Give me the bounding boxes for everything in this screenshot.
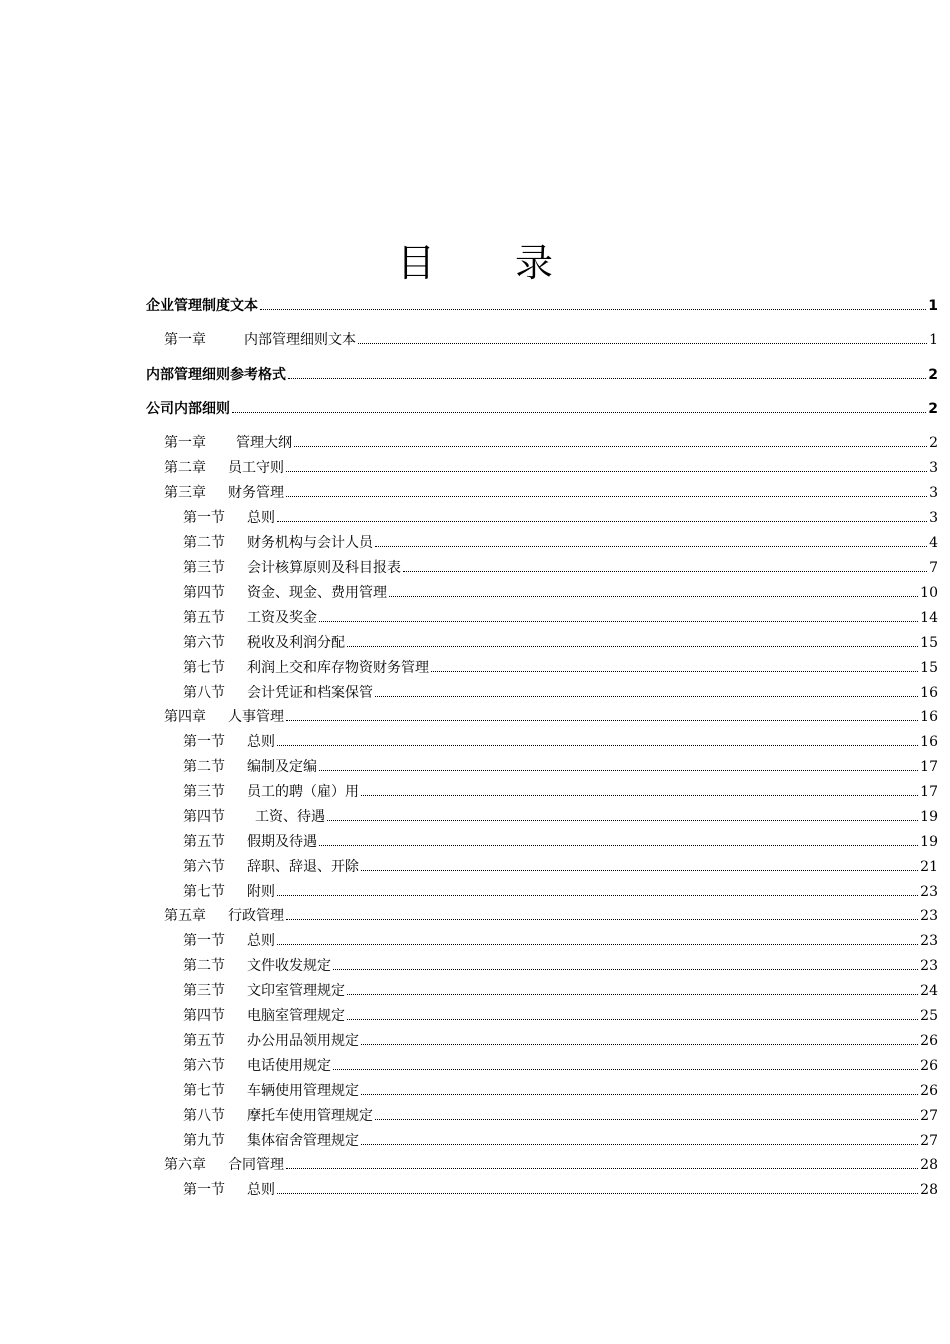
toc-entry-label: 附则	[247, 884, 275, 900]
toc-entry-label: 文印室管理规定	[247, 983, 345, 999]
toc-entry-label: 文件收发规定	[247, 958, 331, 974]
toc-page-number: 24	[920, 983, 938, 999]
dot-leader	[389, 595, 918, 597]
dot-leader	[277, 744, 918, 746]
dot-leader	[347, 1018, 918, 1020]
section-number: 第一节	[183, 510, 225, 526]
toc-page-number: 27	[920, 1108, 938, 1124]
dot-leader	[232, 411, 926, 413]
toc-page-number: 2	[928, 401, 938, 417]
dot-leader	[361, 794, 918, 796]
toc-entry[interactable]	[183, 831, 938, 853]
section-number: 第二节	[183, 958, 225, 974]
toc-entry[interactable]	[183, 881, 938, 903]
toc-entry-label: 总则	[247, 734, 275, 750]
toc-entry-label: 企业管理制度文本	[146, 298, 258, 314]
toc-entry-label: 财务机构与会计人员	[247, 535, 373, 551]
toc-page-number: 23	[920, 908, 938, 924]
toc-entry[interactable]	[183, 806, 938, 828]
toc-entry-label: 摩托车使用管理规定	[247, 1108, 373, 1124]
chapter-number: 第二章	[164, 460, 206, 476]
toc-entry-label: 财务管理	[228, 485, 284, 501]
section-number: 第八节	[183, 685, 225, 701]
section-number: 第七节	[183, 660, 225, 676]
toc-entry-label: 人事管理	[228, 709, 284, 725]
section-number: 第八节	[183, 1108, 225, 1124]
toc-entry[interactable]	[183, 955, 938, 977]
dot-leader	[286, 470, 927, 472]
toc-entry-label: 集体宿舍管理规定	[247, 1133, 359, 1149]
toc-entry-label: 电脑室管理规定	[247, 1008, 345, 1024]
toc-entry-label: 总则	[247, 933, 275, 949]
toc-page-number: 28	[920, 1157, 938, 1173]
section-number: 第二节	[183, 759, 225, 775]
section-number: 第五节	[183, 610, 225, 626]
toc-page-number: 25	[920, 1008, 938, 1024]
toc-page-number: 14	[920, 610, 938, 626]
toc-entry[interactable]	[183, 781, 938, 803]
toc-entry[interactable]	[164, 457, 938, 479]
dot-leader	[294, 445, 927, 447]
dot-leader	[319, 844, 918, 846]
section-number: 第一节	[183, 734, 225, 750]
toc-entry-label: 车辆使用管理规定	[247, 1083, 359, 1099]
toc-entry-label: 假期及待遇	[247, 834, 317, 850]
toc-entry[interactable]	[164, 706, 938, 728]
toc-page-number: 26	[920, 1033, 938, 1049]
dot-leader	[347, 993, 918, 995]
toc-entry[interactable]	[183, 1105, 938, 1127]
toc-page-number: 23	[920, 884, 938, 900]
toc-entry[interactable]	[164, 482, 938, 504]
dot-leader	[260, 308, 926, 310]
toc-entry-label: 会计核算原则及科目报表	[247, 560, 401, 576]
toc-page-number: 1	[928, 298, 938, 314]
toc-entry[interactable]	[146, 295, 938, 317]
toc-entry-label: 电话使用规定	[247, 1058, 331, 1074]
dot-leader	[286, 719, 918, 721]
dot-leader	[327, 819, 918, 821]
toc-entry-label: 内部管理细则参考格式	[146, 367, 286, 383]
toc-entry[interactable]	[183, 1179, 938, 1201]
chapter-number: 第一章	[164, 435, 206, 451]
section-number: 第六节	[183, 635, 225, 651]
toc-page-number: 7	[929, 560, 938, 576]
dot-leader	[361, 869, 918, 871]
toc-page-number: 2	[929, 435, 938, 451]
toc-entry[interactable]	[183, 682, 938, 704]
toc-page-number: 16	[920, 734, 938, 750]
section-number: 第一节	[183, 1182, 225, 1198]
dot-leader	[288, 377, 926, 379]
toc-entry-label: 员工守则	[228, 460, 284, 476]
toc-entry-label: 工资及奖金	[247, 610, 317, 626]
dot-leader	[361, 1043, 918, 1045]
toc-page-number: 17	[920, 784, 938, 800]
toc-page-number: 28	[920, 1182, 938, 1198]
dot-leader	[361, 1093, 918, 1095]
toc-entry-label: 总则	[247, 1182, 275, 1198]
section-number: 第五节	[183, 834, 225, 850]
dot-leader	[361, 1143, 918, 1145]
toc-entry[interactable]	[183, 582, 938, 604]
section-number: 第三节	[183, 560, 225, 576]
toc-page-number: 10	[920, 585, 938, 601]
dot-leader	[375, 545, 927, 547]
toc-entry-label: 总则	[247, 510, 275, 526]
toc-entry[interactable]	[183, 1080, 938, 1102]
dot-leader	[347, 645, 918, 647]
toc-entry-label: 员工的聘（雇）用	[247, 784, 359, 800]
section-number: 第五节	[183, 1033, 225, 1049]
toc-entry[interactable]	[183, 1130, 938, 1152]
toc-page-number: 3	[929, 460, 938, 476]
toc-page-number: 16	[920, 685, 938, 701]
toc-entry-label: 编制及定编	[247, 759, 317, 775]
toc-entry[interactable]	[183, 756, 938, 778]
dot-leader	[277, 943, 918, 945]
section-number: 第二节	[183, 535, 225, 551]
dot-leader	[277, 1192, 918, 1194]
section-number: 第七节	[183, 884, 225, 900]
dot-leader	[358, 342, 927, 344]
toc-entry[interactable]	[164, 1154, 938, 1176]
toc-page-number: 27	[920, 1133, 938, 1149]
toc-page-number: 19	[920, 834, 938, 850]
dot-leader	[333, 968, 918, 970]
dot-leader	[333, 1068, 918, 1070]
dot-leader	[286, 495, 927, 497]
toc-page-number: 19	[920, 809, 938, 825]
toc-entry-label: 管理大纲	[236, 435, 292, 451]
section-number: 第六节	[183, 1058, 225, 1074]
toc-entry[interactable]	[183, 1030, 938, 1052]
toc-entry[interactable]	[183, 657, 938, 679]
toc-entry[interactable]	[164, 905, 938, 927]
toc-page-number: 1	[929, 332, 938, 348]
section-number: 第七节	[183, 1083, 225, 1099]
dot-leader	[319, 769, 918, 771]
toc-entry-label: 办公用品领用规定	[247, 1033, 359, 1049]
toc-entry-label: 利润上交和库存物资财务管理	[247, 660, 429, 676]
toc-entry-label: 合同管理	[228, 1157, 284, 1173]
toc-entry[interactable]	[183, 731, 938, 753]
dot-leader	[277, 894, 918, 896]
toc-page-number: 17	[920, 759, 938, 775]
dot-leader	[319, 620, 918, 622]
toc-page-number: 26	[920, 1058, 938, 1074]
dot-leader	[286, 1167, 918, 1169]
section-number: 第三节	[183, 784, 225, 800]
section-number: 第九节	[183, 1133, 225, 1149]
toc-entry[interactable]	[183, 607, 938, 629]
toc-page-number: 3	[929, 485, 938, 501]
dot-leader	[403, 570, 927, 572]
dot-leader	[431, 670, 918, 672]
toc-entry[interactable]	[146, 398, 938, 420]
toc-entry[interactable]	[183, 1005, 938, 1027]
chapter-number: 第三章	[164, 485, 206, 501]
section-number: 第六节	[183, 859, 225, 875]
toc-entry-label: 行政管理	[228, 908, 284, 924]
toc-entry[interactable]	[183, 532, 938, 554]
toc-page-number: 15	[920, 660, 938, 676]
toc-entry-label: 内部管理细则文本	[244, 332, 356, 348]
toc-entry-label: 公司内部细则	[146, 401, 230, 417]
toc-entry[interactable]	[183, 856, 938, 878]
toc-page-number: 16	[920, 709, 938, 725]
toc-page-number: 4	[929, 535, 938, 551]
chapter-number: 第六章	[164, 1157, 206, 1173]
dot-leader	[375, 695, 918, 697]
toc-page-number: 26	[920, 1083, 938, 1099]
chapter-number: 第一章	[164, 332, 206, 348]
toc-entry[interactable]	[183, 632, 938, 654]
toc-entry-label: 辞职、辞退、开除	[247, 859, 359, 875]
toc-entry-label: 会计凭证和档案保管	[247, 685, 373, 701]
section-number: 第四节	[183, 585, 225, 601]
section-number: 第一节	[183, 933, 225, 949]
dot-leader	[375, 1118, 918, 1120]
toc-title: 目 录	[396, 241, 588, 285]
section-number: 第三节	[183, 983, 225, 999]
dot-leader	[277, 520, 927, 522]
toc-entry-label: 资金、现金、费用管理	[247, 585, 387, 601]
chapter-number: 第五章	[164, 908, 206, 924]
toc-entry[interactable]	[183, 557, 938, 579]
toc-entry[interactable]	[164, 329, 938, 351]
toc-page-number: 15	[920, 635, 938, 651]
toc-entry[interactable]	[146, 364, 938, 386]
toc-entry[interactable]	[164, 432, 938, 454]
toc-entry-label: 工资、待遇	[255, 809, 325, 825]
section-number: 第四节	[183, 1008, 225, 1024]
toc-page-number: 2	[928, 367, 938, 383]
section-number: 第四节	[183, 809, 225, 825]
toc-page-number: 21	[920, 859, 938, 875]
toc-entry[interactable]	[183, 930, 938, 952]
toc-entry[interactable]	[183, 980, 938, 1002]
toc-page-number: 23	[920, 933, 938, 949]
toc-entry[interactable]	[183, 1055, 938, 1077]
chapter-number: 第四章	[164, 709, 206, 725]
toc-entry[interactable]	[183, 507, 938, 529]
toc-page-number: 3	[929, 510, 938, 526]
toc-entry-label: 税收及利润分配	[247, 635, 345, 651]
toc-page-number: 23	[920, 958, 938, 974]
dot-leader	[286, 918, 918, 920]
